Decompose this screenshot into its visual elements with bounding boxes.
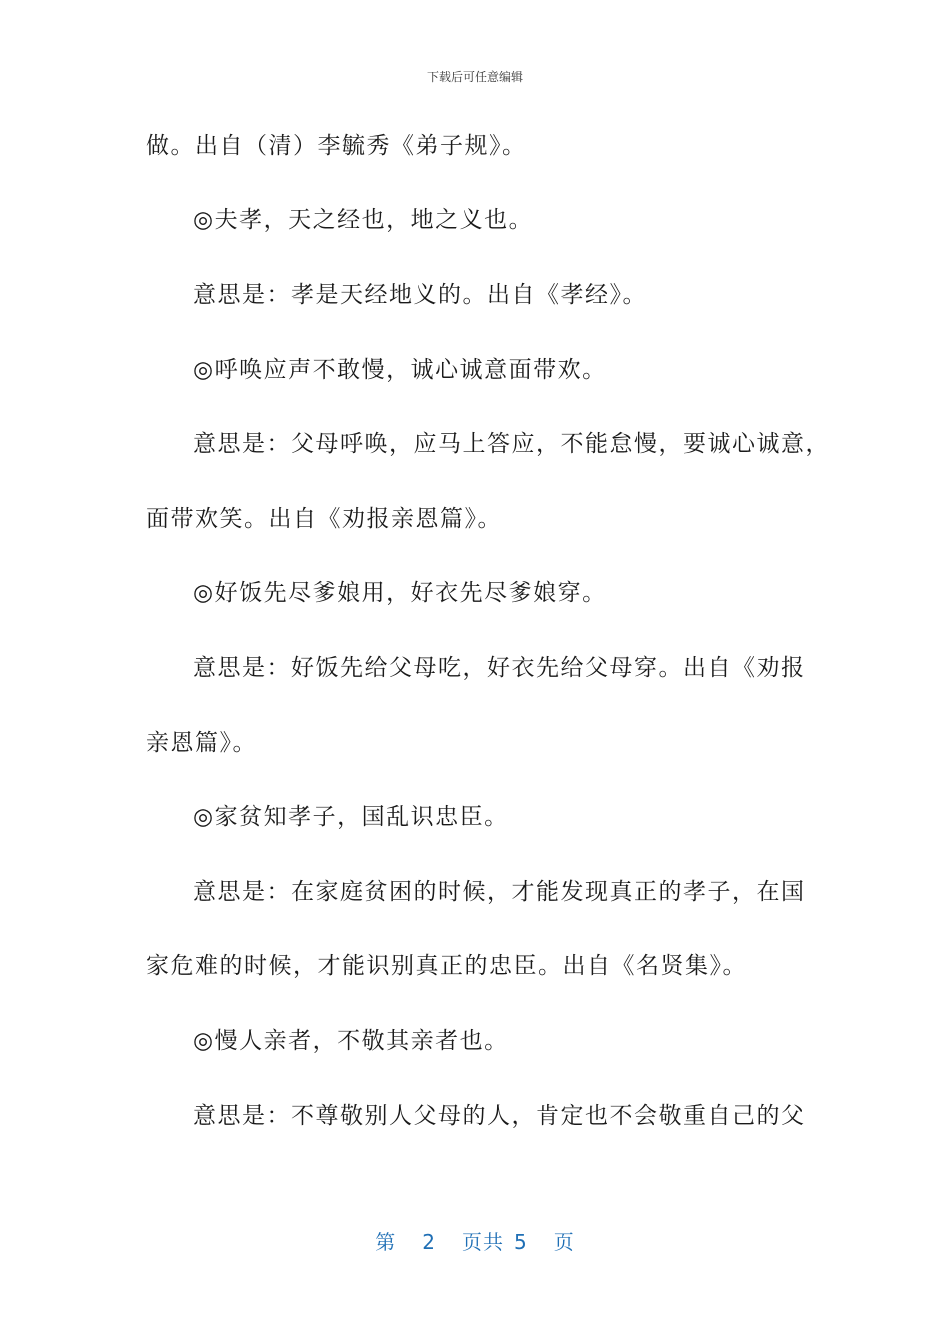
footer-suffix: 页 xyxy=(553,1230,575,1254)
text-line: 意思是：父母呼唤，应马上答应，不能怠慢，要诚心诚意， xyxy=(193,431,830,457)
footer-middle: 页共 xyxy=(462,1230,504,1254)
text-line: ◎家贫知孝子，国乱识忠臣。 xyxy=(193,804,509,830)
text-line: 意思是：孝是天经地义的。出自《孝经》。 xyxy=(193,282,647,308)
text-line: 面带欢笑。出自《劝报亲恩篇》。 xyxy=(146,506,502,532)
current-page-number: 2 xyxy=(422,1230,436,1254)
text-line: 家危难的时候，才能识别真正的忠臣。出自《名贤集》。 xyxy=(146,953,747,979)
text-line: 意思是：不尊敬别人父母的人，肯定也不会敬重自己的父 xyxy=(193,1103,806,1129)
text-line: 意思是：好饭先给父母吃，好衣先给父母穿。出自《劝报 xyxy=(193,655,806,681)
text-line: ◎慢人亲者，不敬其亲者也。 xyxy=(193,1028,509,1054)
text-line: 意思是：在家庭贫困的时候，才能发现真正的孝子，在国 xyxy=(193,879,806,905)
page-footer xyxy=(0,1226,950,1255)
total-page-number: 5 xyxy=(514,1230,528,1254)
text-line: ◎呼唤应声不敢慢，诚心诚意面带欢。 xyxy=(193,357,607,383)
text-line: 做。出自（清）李毓秀《弟子规》。 xyxy=(146,133,527,159)
footer-prefix: 第 xyxy=(375,1230,397,1254)
page-header: 下载后可任意编辑 xyxy=(426,70,523,84)
text-line: 亲恩篇》。 xyxy=(146,730,257,756)
text-line: ◎好饭先尽爹娘用，好衣先尽爹娘穿。 xyxy=(193,580,607,606)
text-line: ◎夫孝，天之经也，地之义也。 xyxy=(193,207,534,233)
